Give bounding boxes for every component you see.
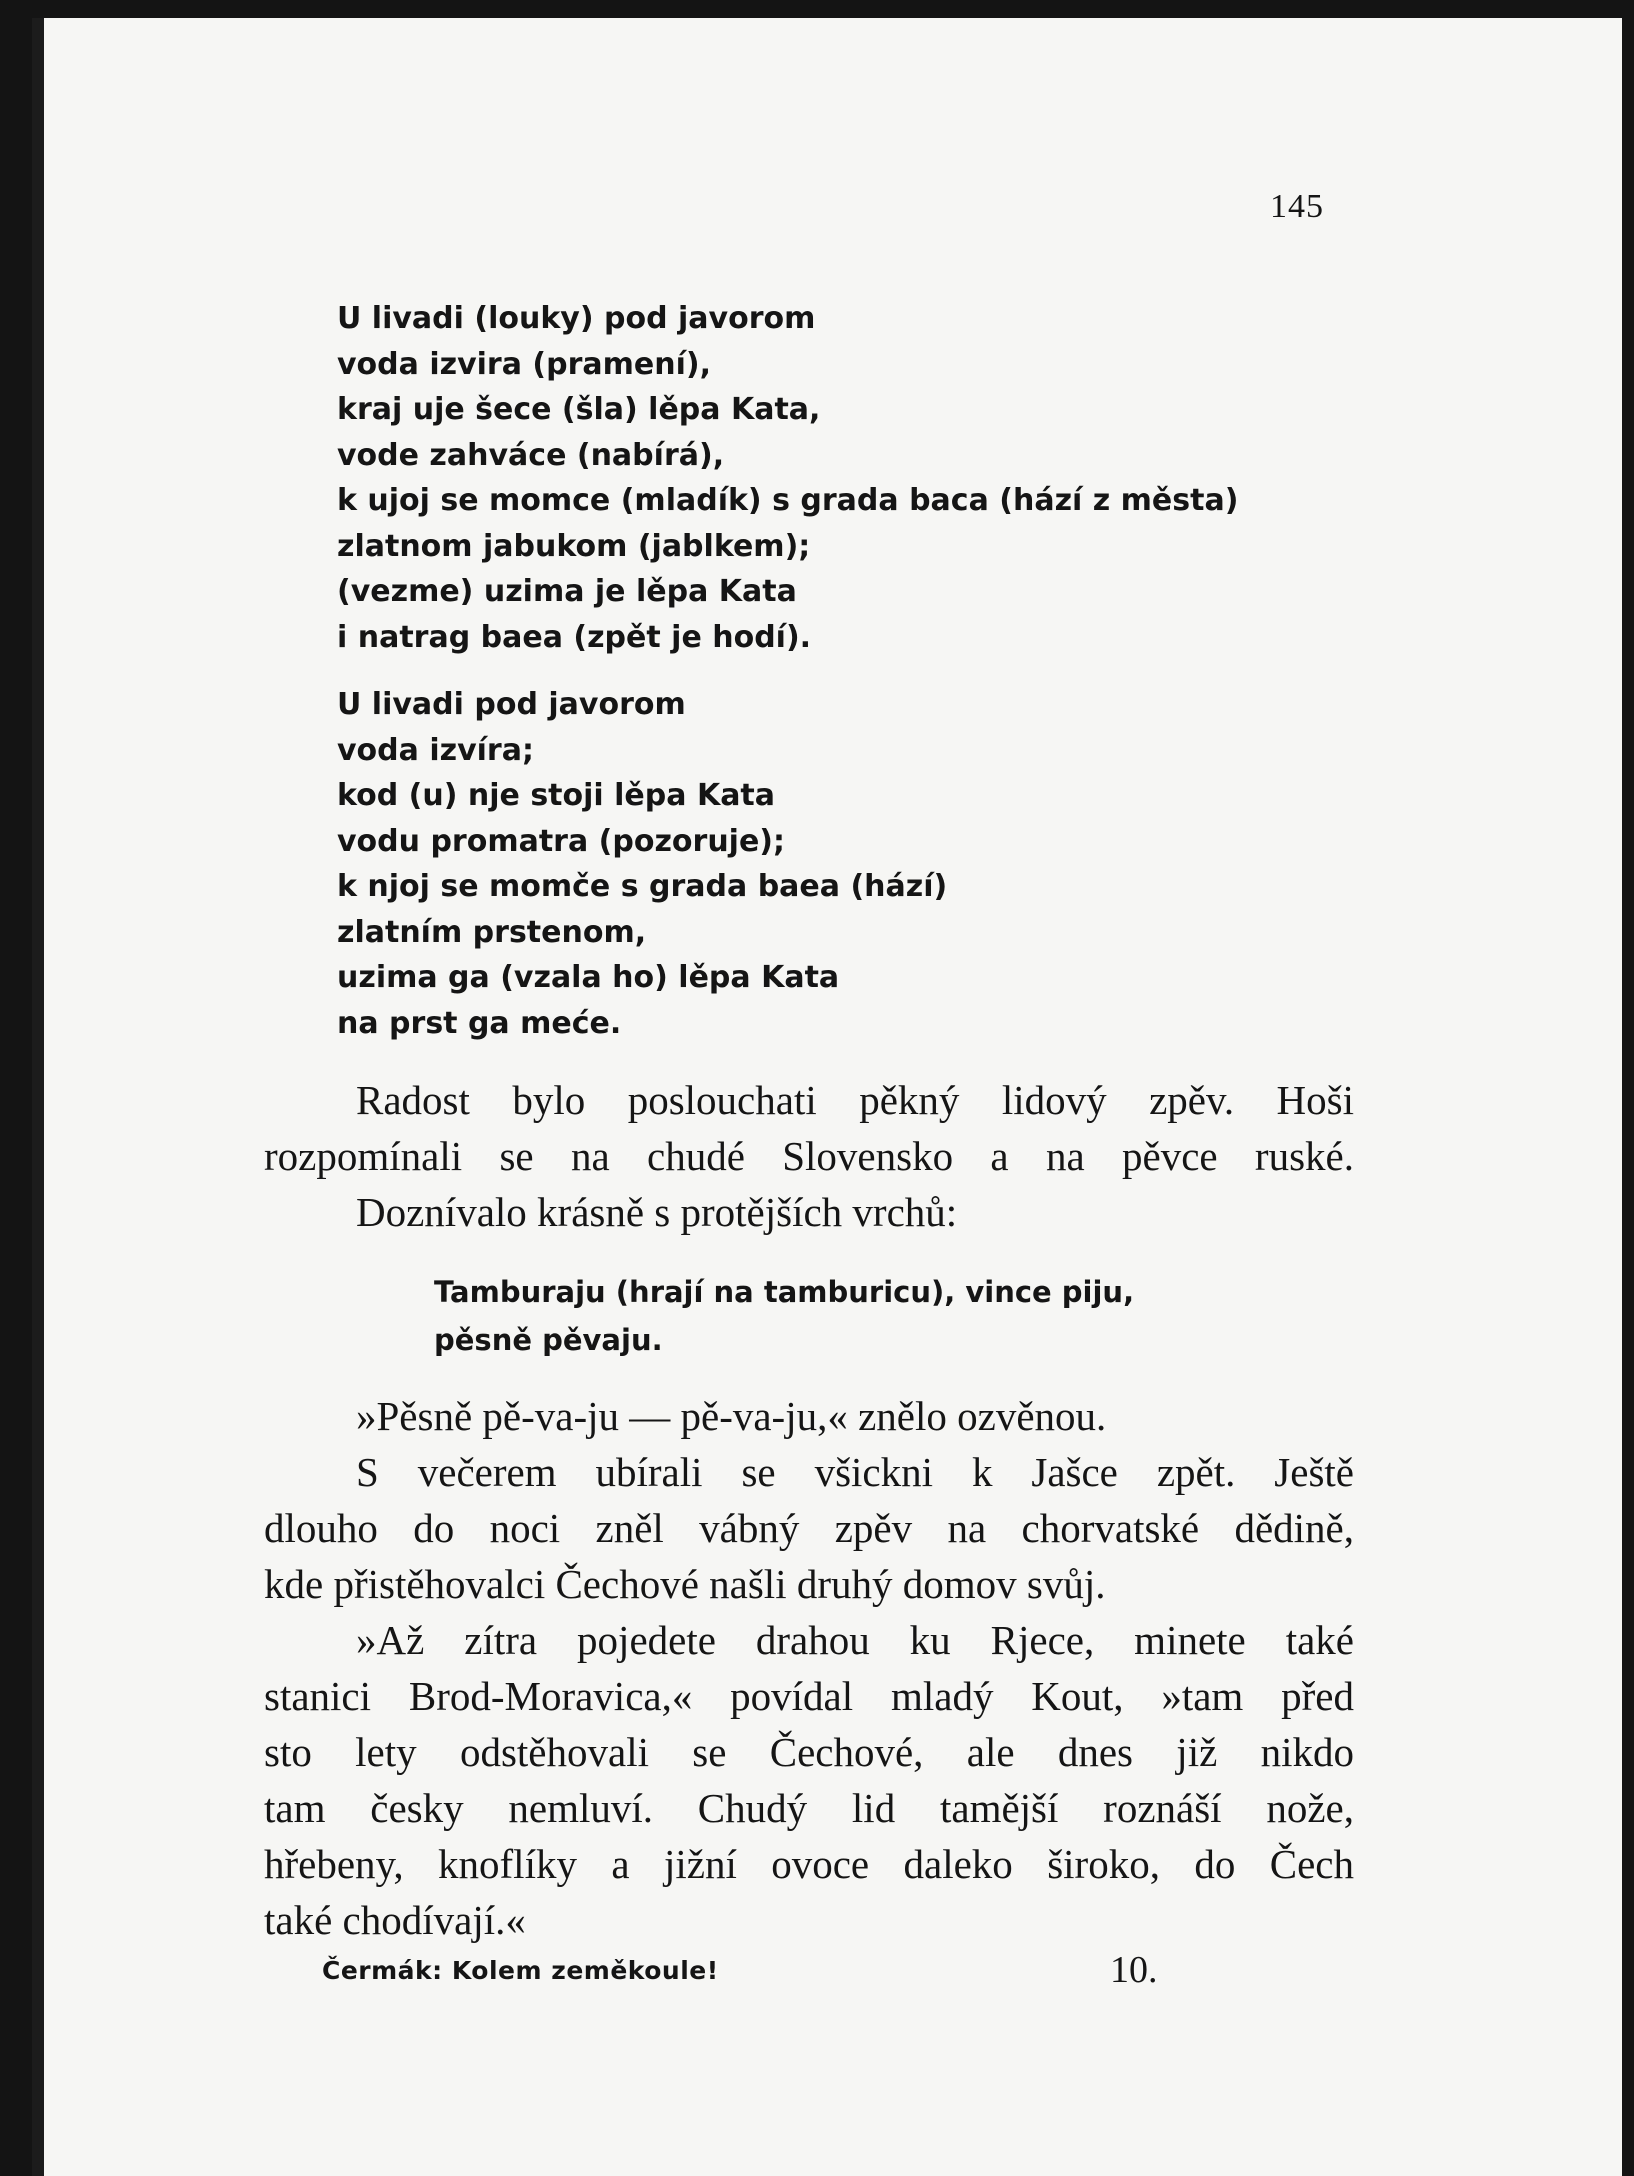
footer-signature-mark: 10.: [1110, 1949, 1158, 1991]
verse-line: U livadi (louky) pod javorom: [337, 301, 816, 336]
prose-line: »Až zítra pojedete drahou ku Rjece, minete také: [356, 1617, 1354, 1663]
verse-line: kod (u) nje stoji lěpa Kata: [337, 778, 776, 813]
prose-line: rozpomínali se na chudé Slovensko a na pěvce ruské.: [264, 1133, 1354, 1179]
page-number: 145: [1270, 188, 1324, 225]
verse-line: voda izvíra;: [337, 732, 534, 768]
verse-line: k njoj se momče s grada baea (hází): [337, 869, 948, 904]
prose-line: Doznívalo krásně s protějších vrchů:: [356, 1189, 958, 1235]
verse-line: i natrag baea (zpět je hodí).: [337, 619, 812, 655]
verse-line: na prst ga meće.: [337, 1005, 622, 1041]
verse-line: kraj uje šece (šla) lěpa Kata,: [337, 392, 821, 427]
verse-line: (vezme) uzima je lěpa Kata: [337, 574, 797, 609]
prose-line: kde přistěhovalci Čechové našli druhý domov svůj.: [264, 1561, 1106, 1607]
verse-line: k ujoj se momce (mladík) s grada baca (hází z města): [337, 483, 1239, 518]
quote-line: Tamburaju (hrají na tamburicu), vince piju,: [434, 1275, 1135, 1309]
verse-line: vode zahváce (nabírá),: [337, 437, 725, 473]
book-page: [32, 18, 1622, 2176]
verse-line: vodu promatra (pozoruje);: [337, 823, 786, 859]
prose-line: S večerem ubírali se všickni k Jašce zpět. Ještě: [356, 1449, 1354, 1495]
prose-line: dlouho do noci zněl vábný zpěv na chorvatské dědině,: [264, 1505, 1354, 1551]
verse-line: uzima ga (vzala ho) lěpa Kata: [337, 960, 840, 995]
quote-line: pěsně pěvaju.: [434, 1323, 663, 1357]
verse-stanza-1: [337, 296, 1238, 660]
prose-paragraph-2: [264, 1388, 1354, 1948]
prose-line: tam česky nemluví. Chudý lid tamější roznáší nože,: [264, 1785, 1354, 1831]
verse-line: zlatním prstenom,: [337, 914, 647, 950]
prose-line: také chodívají.«: [264, 1897, 526, 1943]
prose-line: sto lety odstěhovali se Čechové, ale dnes již nikdo: [264, 1729, 1354, 1775]
prose-line: hřebeny, knoflíky a jižní ovoce daleko široko, do Čech: [264, 1841, 1354, 1887]
prose-line: stanici Brod-Moravica,« povídal mladý Kout, »tam před: [264, 1673, 1354, 1719]
prose-paragraph-1: [264, 1072, 1354, 1240]
prose-line: »Pěsně pě-va-ju — pě-va-ju,« znělo ozvěnou.: [356, 1393, 1107, 1439]
song-quote: [434, 1268, 1134, 1364]
verse-stanza-2: [337, 682, 947, 1046]
verse-line: U livadi pod javorom: [337, 687, 686, 722]
verse-line: zlatnom jabukom (jablkem);: [337, 528, 811, 564]
prose-line: Radost bylo poslouchati pěkný lidový zpěv. Hoši: [356, 1077, 1354, 1123]
footer-book-title: Čermák: Kolem zeměkoule!: [322, 1956, 719, 1985]
verse-line: voda izvira (pramení),: [337, 346, 711, 382]
book-spine-edge: [32, 18, 44, 2176]
